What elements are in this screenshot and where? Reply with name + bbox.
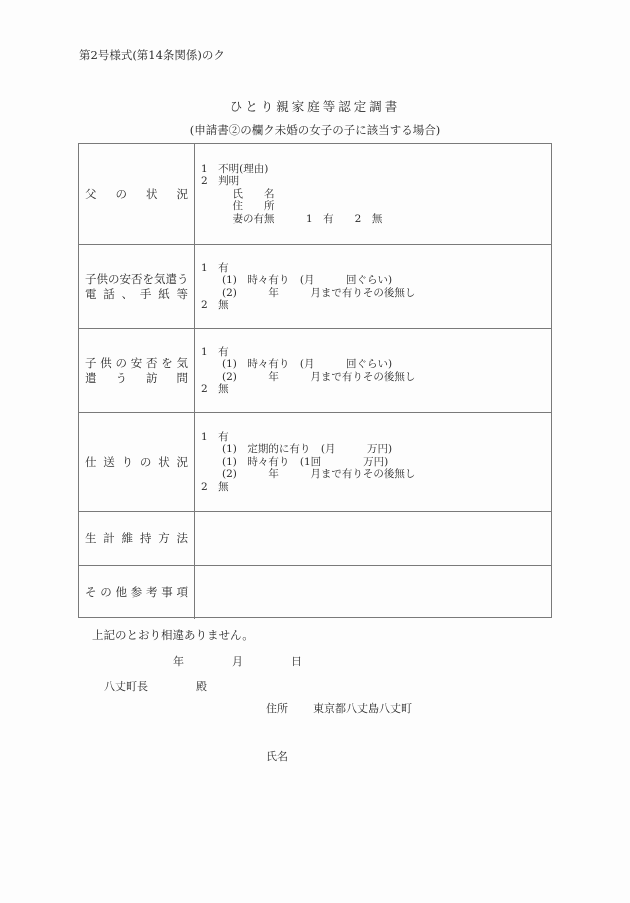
- row-content: [195, 413, 551, 511]
- row-label-line: 遣 う 訪 問: [85, 370, 188, 385]
- content-line: (1) 時々有り (月 回ぐらい): [201, 274, 393, 286]
- row-content: [195, 329, 551, 412]
- content-line: 2 判明: [201, 175, 240, 188]
- name-label: 氏名: [266, 750, 288, 763]
- content-line: 妻の有無 1 有 2 無: [201, 212, 383, 225]
- row-content: [195, 144, 551, 244]
- row-label: [79, 512, 195, 565]
- document-subtitle: (申請書②の欄ク未婚の女子の子に該当する場合): [189, 123, 441, 137]
- address-value: 東京都八丈島八丈町: [313, 702, 412, 715]
- content-line: 住 所: [201, 200, 275, 213]
- row-label: [79, 329, 195, 412]
- row-label: [79, 245, 195, 328]
- address-label: 住所: [266, 702, 288, 715]
- date-year-label: 年: [173, 655, 184, 668]
- content-line: (1) 時々有り (1回 万円): [201, 455, 389, 468]
- declaration-text: 上記のとおり相違ありません。: [92, 628, 254, 642]
- content-line: (2) 年 月まで有りその後無し: [201, 370, 416, 383]
- row-label: [79, 413, 195, 511]
- row-content: [195, 245, 551, 328]
- row-label-line: 子 供 の 安 否 を 気: [85, 355, 188, 370]
- form-id: 第2号様式(第14条関係)のク: [79, 48, 225, 62]
- table-row: [79, 565, 551, 619]
- content-line: 1 有: [201, 430, 229, 443]
- addressee: 八丈町長: [104, 680, 148, 693]
- row-label-line: 生 計 維 持 方 法: [85, 531, 188, 545]
- date-day-label: 日: [291, 655, 302, 668]
- row-label-line: そ の 他 参 考 事 項: [85, 585, 188, 599]
- content-line: 1 有: [201, 261, 229, 274]
- content-line: 2 無: [201, 383, 229, 395]
- content-line: 1 不明(理由): [201, 162, 269, 175]
- content-line: (2) 年 月まで有りその後無し: [201, 286, 416, 299]
- table-row: [79, 511, 551, 565]
- table-row: [79, 328, 551, 412]
- row-label-line: 父 の 状 況: [85, 186, 188, 201]
- row-label-line: 電 話 、 手 紙 等: [85, 286, 188, 301]
- honorific: 殿: [196, 680, 207, 693]
- content-line: 1 有: [201, 345, 229, 358]
- row-label: [79, 566, 195, 619]
- survey-table: [78, 143, 552, 618]
- date-month-label: 月: [232, 655, 243, 668]
- content-line: 2 無: [201, 480, 229, 493]
- content-line: (2) 年 月まで有りその後無し: [201, 468, 416, 481]
- row-label-line: 子 供 の 安 否 を 気 遣 う: [85, 271, 189, 286]
- content-line: 氏 名: [201, 187, 275, 200]
- row-content[interactable]: [195, 566, 551, 619]
- content-line: 2 無: [201, 299, 229, 311]
- content-line: (1) 定期的に有り (月 万円): [201, 443, 393, 456]
- table-row: [79, 244, 551, 328]
- row-label: [79, 144, 195, 244]
- table-row: [79, 412, 551, 511]
- content-line: (1) 時々有り (月 回ぐらい): [201, 358, 393, 370]
- row-content[interactable]: [195, 512, 551, 565]
- table-row: [79, 144, 551, 244]
- document-title: ひとり親家庭等認定調書: [229, 99, 401, 114]
- row-label-line: 仕 送 り の 状 況: [85, 454, 188, 469]
